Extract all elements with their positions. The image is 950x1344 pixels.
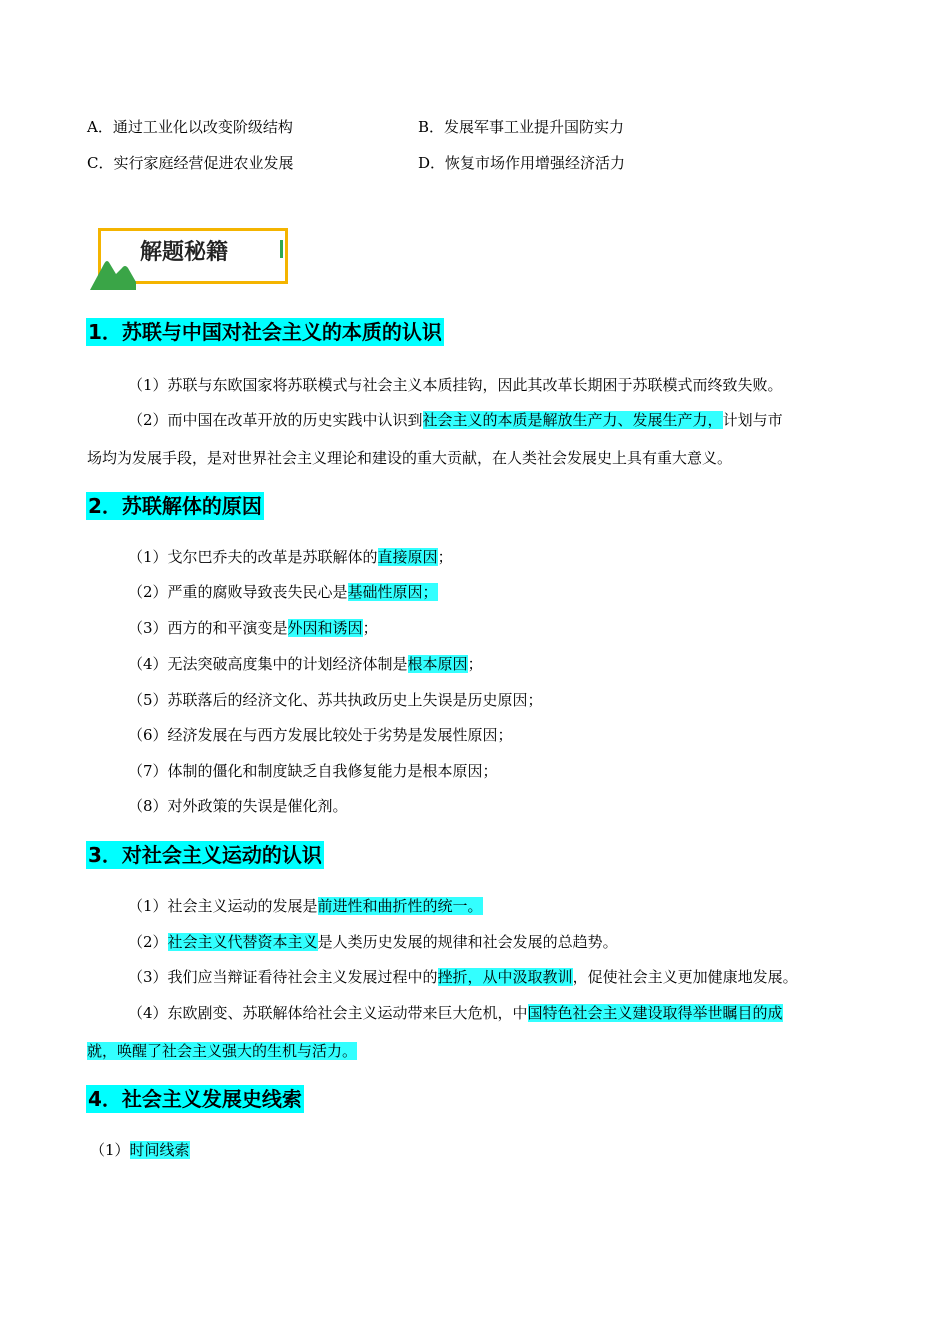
text: 计划与市 xyxy=(722,411,783,429)
option-key: B． xyxy=(418,118,445,136)
highlight: 时间线索 xyxy=(129,1141,190,1159)
reason-item xyxy=(128,547,453,567)
option-text: 通过工业化以改变阶级结构 xyxy=(112,118,293,136)
section-3-paragraph-4 xyxy=(128,1003,783,1023)
section-heading-3: 3．对社会主义运动的认识 xyxy=(88,843,322,867)
option-text: 发展军事工业提升国防实力 xyxy=(444,118,625,136)
highlight: 挫折，从中汲取教训 xyxy=(437,968,573,986)
text: （1）社会主义运动的发展是 xyxy=(128,897,318,915)
option-c xyxy=(87,153,294,173)
highlight: 前进性和曲折性的统一。 xyxy=(317,897,483,915)
badge-title: 解题秘籍 xyxy=(140,240,229,265)
text: （2）严重的腐败导致丧失民心是 xyxy=(128,583,348,601)
highlight: 国特色社会主义建设取得举世瞩目的成 xyxy=(527,1004,783,1022)
option-a xyxy=(87,117,293,137)
text: ； xyxy=(437,548,453,566)
text: （1）戈尔巴乔夫的改革是苏联解体的 xyxy=(128,548,378,566)
text: ，促使社会主义更加健康地发展。 xyxy=(572,968,798,986)
text: （2） xyxy=(128,933,168,951)
text: （4）无法突破高度集中的计划经济体制是 xyxy=(128,655,408,673)
section-3-paragraph-3 xyxy=(128,967,798,987)
section-heading-4: 4．社会主义发展史线索 xyxy=(88,1087,302,1111)
option-text: 恢复市场作用增强经济活力 xyxy=(445,154,626,172)
highlight: 直接原因 xyxy=(377,548,438,566)
section-3-paragraph-4-cont xyxy=(87,1041,357,1061)
text: （1） xyxy=(90,1141,130,1159)
highlight: 就，唤醒了社会主义强大的生机与活力。 xyxy=(87,1042,358,1060)
reason-item xyxy=(128,654,483,674)
reason-item: （5）苏联落后的经济文化、苏共执政历史上失误是历史原因； xyxy=(128,691,543,709)
section-1-paragraph-2 xyxy=(128,410,783,430)
reason-item: （7）体制的僵化和制度缺乏自我修复能力是根本原因； xyxy=(128,762,498,780)
option-key: D． xyxy=(418,154,446,172)
highlight: 基础性原因； xyxy=(347,583,438,601)
text: ； xyxy=(467,655,483,673)
reason-item: （8）对外政策的失误是催化剂。 xyxy=(128,797,348,815)
reason-item xyxy=(128,618,378,638)
text: （3）我们应当辩证看待社会主义发展过程中的 xyxy=(128,968,438,986)
badge-accent-bar xyxy=(280,240,283,258)
highlight: 外因和诱因 xyxy=(287,619,363,637)
hill-icon xyxy=(90,252,136,290)
text: ； xyxy=(362,619,378,637)
section-4-paragraph-1 xyxy=(90,1140,190,1160)
reason-item xyxy=(128,582,438,602)
tips-badge xyxy=(90,226,296,290)
section-heading-2: 2．苏联解体的原因 xyxy=(88,494,262,518)
option-key: C． xyxy=(87,154,114,172)
option-key: A． xyxy=(87,118,113,136)
section-3-paragraph-2 xyxy=(128,932,618,952)
text: （4）东欧剧变、苏联解体给社会主义运动带来巨大危机，中 xyxy=(128,1004,528,1022)
highlight: 社会主义代替资本主义 xyxy=(167,933,318,951)
text: （3）西方的和平演变是 xyxy=(128,619,288,637)
section-1-paragraph-1: （1）苏联与东欧国家将苏联模式与社会主义本质挂钩，因此其改革长期困于苏联模式而终致失败。 xyxy=(128,376,783,394)
option-b xyxy=(418,117,624,137)
highlight: 根本原因 xyxy=(407,655,468,673)
highlight: 社会主义的本质是解放生产力、发展生产力， xyxy=(422,411,723,429)
section-3-paragraph-1 xyxy=(128,896,483,916)
text: （2）而中国在改革开放的历史实践中认识到 xyxy=(128,411,423,429)
option-text: 实行家庭经营促进农业发展 xyxy=(113,154,294,172)
option-d xyxy=(418,153,625,173)
section-1-paragraph-2-cont: 场均为发展手段，是对世界社会主义理论和建设的重大贡献，在人类社会发展史上具有重大意义。 xyxy=(87,449,733,467)
section-heading-1: 1．苏联与中国对社会主义的本质的认识 xyxy=(88,320,442,344)
reason-item: （6）经济发展在与西方发展比较处于劣势是发展性原因； xyxy=(128,726,513,744)
text: 是人类历史发展的规律和社会发展的总趋势。 xyxy=(317,933,618,951)
